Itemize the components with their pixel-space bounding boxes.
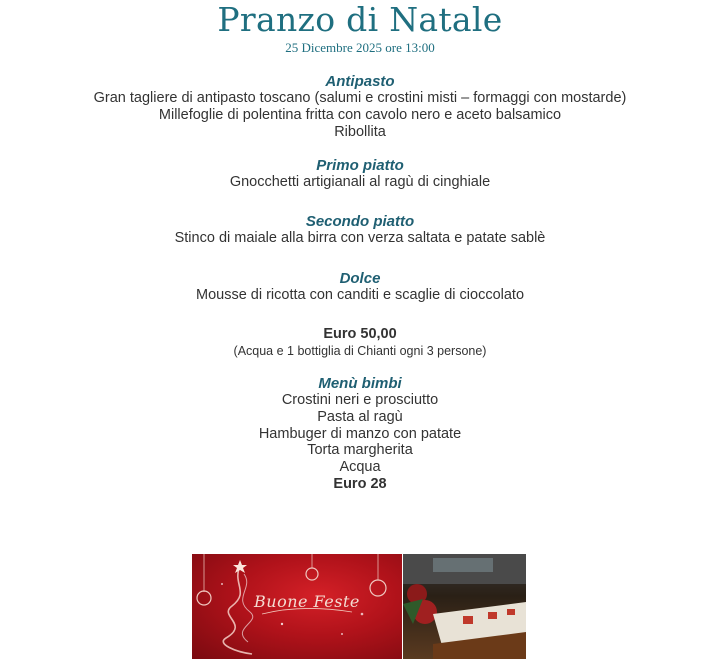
menu-item: Stinco di maiale alla birra con verza saltata e patate sablè [174,230,546,246]
price-note: (Acqua e 1 bottiglia di Chianti ogni 3 persone) [233,344,487,358]
menu-item: Torta margherita [307,442,413,459]
menu-item: Acqua [339,459,381,476]
dolce-heading: Dolce [339,270,381,287]
restaurant-photo [403,554,526,659]
primo-heading: Primo piatto [316,157,404,174]
secondo-section [0,213,720,247]
kids-section [0,375,720,493]
event-date: 25 Dicembre 2025 ore 13:00 [285,40,435,55]
menu-price: Euro 50,00 [323,326,397,342]
buone-feste-image [192,554,402,659]
menu-item: Hambuger di manzo con patate [258,425,462,442]
christmas-banner [192,554,526,659]
antipasto-heading: Antipasto [325,73,395,90]
menu-item: Pasta al ragù [317,408,403,425]
menu-item: Gnocchetti artigianali al ragù di cinghiale [229,174,491,190]
primo-section [0,157,720,191]
menu-item: Crostini neri e prosciutto [281,392,439,408]
menu-item: Millefoglie di polentina fritta con cavolo nero e aceto balsamico [158,106,562,123]
dolce-section [0,270,720,304]
banner-greeting: Buone Feste [254,592,360,611]
page-title: Pranzo di Natale [217,0,503,39]
kids-heading: Menù bimbi [318,375,402,392]
secondo-heading: Secondo piatto [305,213,415,230]
kids-price: Euro 28 [333,475,387,492]
menu-item: Ribollita [334,123,386,140]
menu-item: Gran tagliere di antipasto toscano (salumi e crostini misti – formaggi con mostarde) [93,90,627,106]
menu-item: Mousse di ricotta con canditi e scaglie di cioccolato [195,287,525,303]
price-section [0,326,720,359]
dining-room-icon [403,554,526,659]
antipasto-section [0,73,720,140]
